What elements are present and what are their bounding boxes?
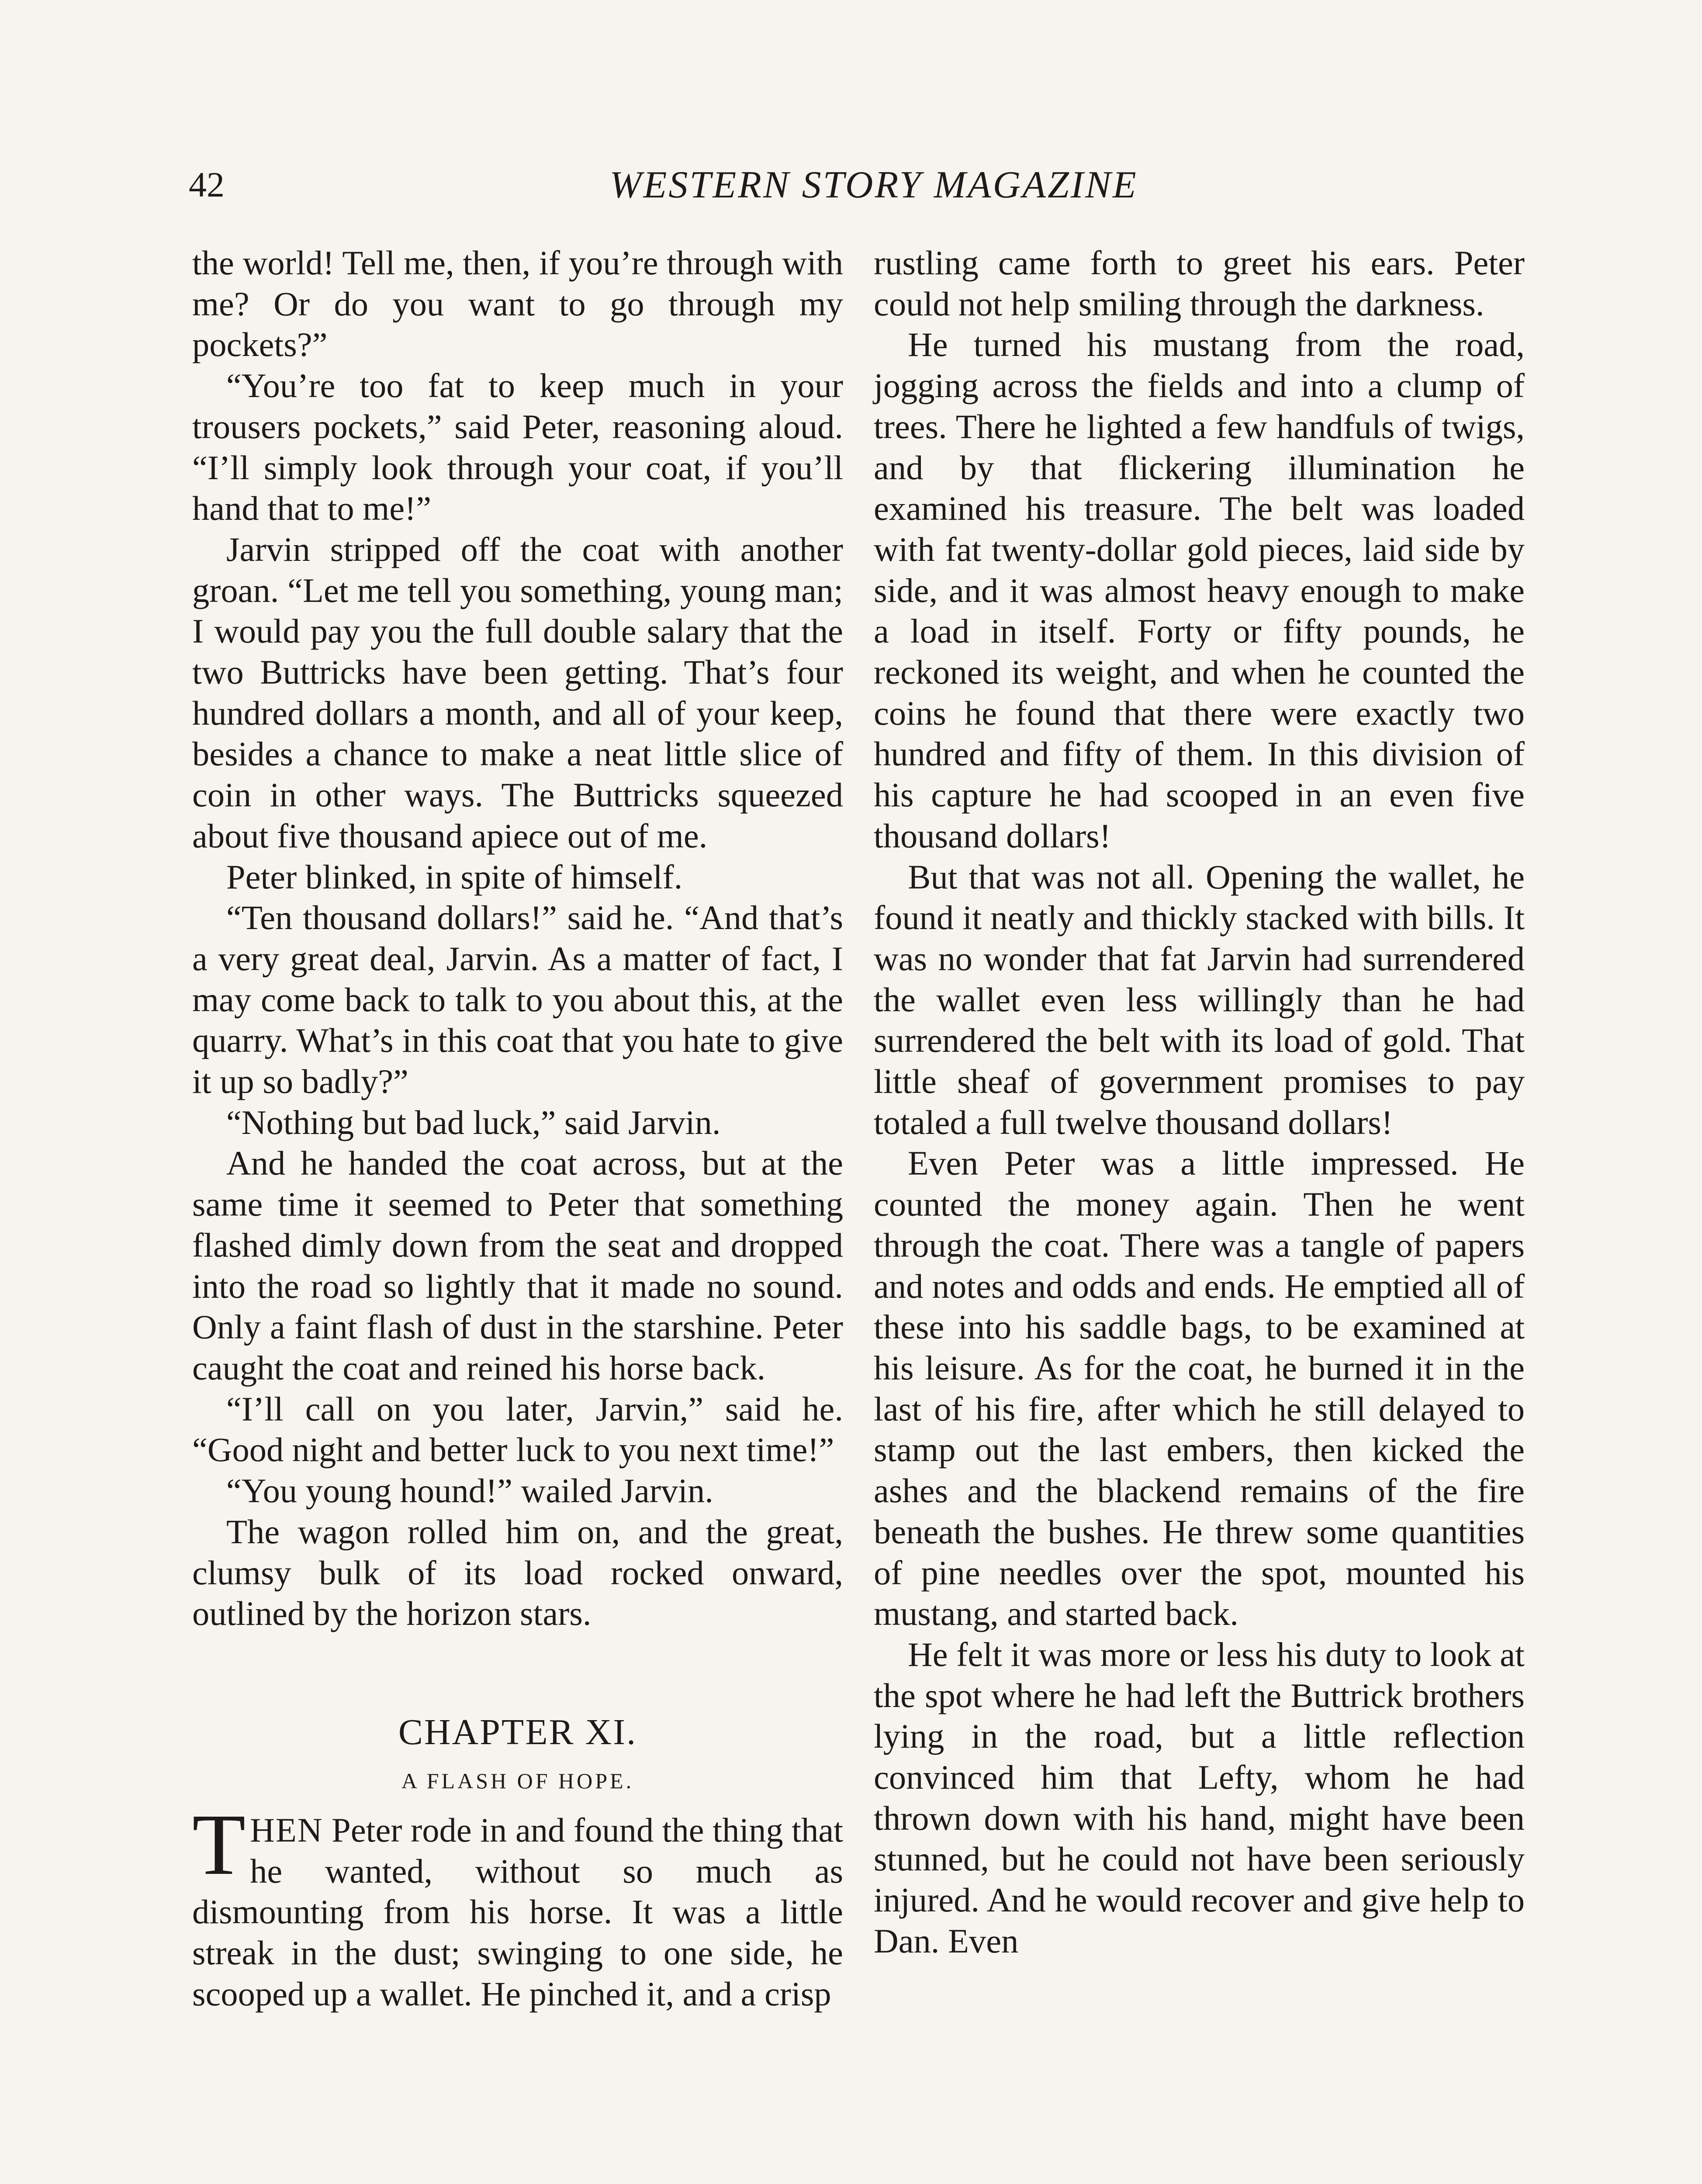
page-number: 42 [189, 165, 225, 204]
paragraph: “I’ll call on you later, Jarvin,” said he. “Good night and better luck to you next time!” [192, 1389, 843, 1469]
paragraph: rustling came forth to greet his ears. Peter could not help smiling through the darkness. [874, 244, 1525, 323]
paragraph: He turned his mustang from the road, jogging across the fields and into a clump of trees. There he lighted a few handfuls of twigs, and by that flickering illumination he examined his treasure. The belt was loaded with fat twenty-dollar gold pieces, laid side by side, and it was almost heavy enough to make a load in itself. Forty or fifty pounds, he reckoned its weight, and when he counted the coins he found that there were exactly two hundred and fifty of them. In this division of his capture he had scooped in an even five thousand dollars! [874, 325, 1525, 855]
paragraph: The wagon rolled him on, and the great, clumsy bulk of its load rocked onward, outlined by the horizon stars. [192, 1512, 843, 1633]
running-head: WESTERN STORY MAGAZINE [609, 164, 1138, 206]
drop-cap: T [192, 1796, 246, 1893]
chapter-subtitle: A FLASH OF HOPE. [401, 1768, 634, 1793]
chapter-opening-paragraph [192, 1796, 843, 2015]
paragraph: “Nothing but bad luck,” said Jarvin. [226, 1103, 721, 1141]
left-column [192, 242, 843, 2014]
paragraph: the world! Tell me, then, if you’re through with me? Or do you want to go through my pockets?” [192, 244, 843, 364]
opening-text: Peter rode in and found the thing that he wanted, without so much as dismounting from his horse. It was a little streak in the dust; swinging to one side, he scooped up a wallet. He pinched it, and a crisp [192, 1811, 843, 2013]
paragraph: Jarvin stripped off the coat with another groan. “Let me tell you something, young man; I would pay you the full double salary that the two Buttricks have been getting. That’s four hundred dollars a month, and all of your keep, besides a chance to make a neat little slice of coin in other ways. The Buttricks squeezed about five thousand apiece out of me. [192, 530, 843, 855]
paragraph: “You’re too fat to keep much in your trousers pockets,” said Peter, reasoning aloud. “I’ll simply look through your coat, if you’ll hand that to me!” [192, 366, 843, 528]
paragraph: “Ten thousand dollars!” said he. “And that’s a very great deal, Jarvin. As a matter of fact, I may come back to talk to you about this, at the quarry. What’s in this coat that you hate to give it up so badly?” [192, 898, 843, 1101]
paragraph: But that was not all. Opening the wallet, he found it neatly and thickly stacked with bills. It was no wonder that fat Jarvin had surrendered the wallet even less willingly than he had surrendered the belt with its load of gold. That little sheaf of government promises to pay totaled a full twelve thousand dollars! [874, 857, 1525, 1141]
right-column [874, 242, 1525, 1962]
paragraph: “You young hound!” wailed Jarvin. [226, 1472, 713, 1510]
paragraph: Peter blinked, in spite of himself. [226, 857, 683, 896]
paragraph: Even Peter was a little impressed. He counted the money again. Then he went through the coat. There was a tangle of papers and notes and odds and ends. He emptied all of these into his saddle bags, to be examined at his leisure. As for the coat, he burned it in the last of his fire, after which he still delayed to stamp out the last embers, then kicked the ashes and the blackend remains of the fire beneath the bushes. He threw some quantities of pine needles over the spot, mounted his mustang, and started back. [874, 1144, 1525, 1633]
chapter-title: CHAPTER XI. [398, 1711, 637, 1752]
paragraph: And he handed the coat across, but at the same time it seemed to Peter that something flashed dimly down from the seat and dropped into the road so lightly that it made no sound. Only a faint flash of dust in the starshine. Peter caught the coat and reined his horse back. [192, 1144, 843, 1387]
paragraph: He felt it was more or less his duty to look at the spot where he had left the Buttrick brothers lying in the road, but a little reflection convinced him that Lefty, whom he had thrown down with his hand, might have been stunned, but he could not have been seriously injured. And he would recover and give help to Dan. Even [874, 1635, 1525, 1960]
opening-small-caps: HEN [250, 1811, 323, 1849]
